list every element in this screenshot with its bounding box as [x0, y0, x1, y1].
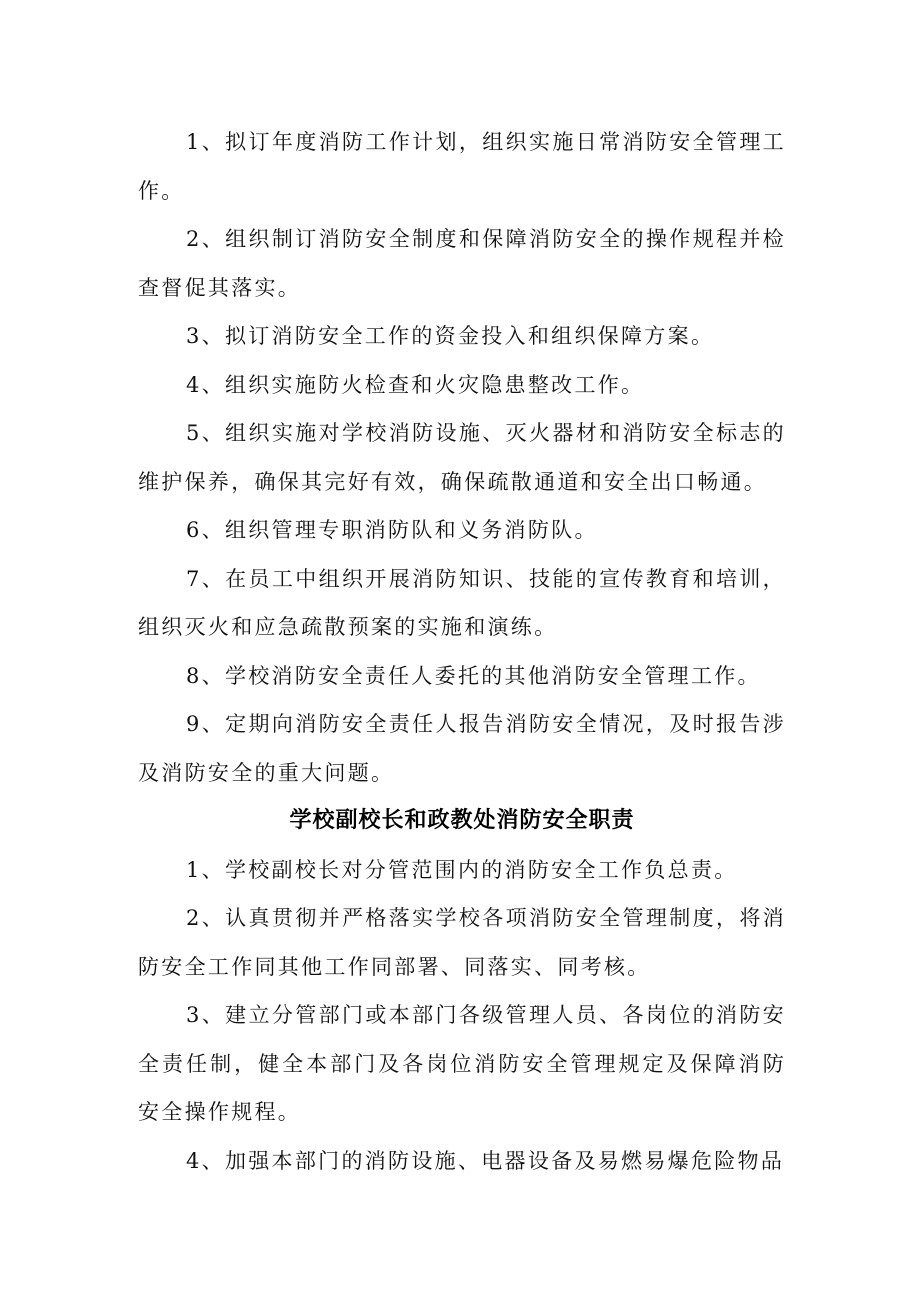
document-body — [138, 118, 786, 1185]
section2-item-2: 2、认真贯彻并严格落实学校各项消防安全管理制度，将消防安全工作同其他工作同部署、同落实、同考核。 — [138, 906, 786, 979]
section1-item-1: 1、拟订年度消防工作计划，组织实施日常消防安全管理工作。 — [138, 130, 786, 203]
section2-item-1: 1、学校副校长对分管范围内的消防安全工作负总责。 — [186, 857, 738, 882]
section1-item-9: 9、定期向消防安全责任人报告消防安全情况，及时报告涉及消防安全的重大问题。 — [138, 712, 786, 785]
section1-item-6: 6、组织管理专职消防队和义务消防队。 — [186, 518, 598, 542]
section1-item-7: 7、在员工中组织开展消防知识、技能的宣传教育和培训，组织灭火和应急疏散预案的实施和演练。 — [138, 566, 786, 639]
section2-heading: 学校副校长和政教处消防安全职责 — [289, 808, 635, 833]
section1-item-3: 3、拟订消防安全工作的资金投入和组织保障方案。 — [186, 324, 715, 348]
section1-item-2: 2、组织制订消防安全制度和保障消防安全的操作规程并检查督促其落实。 — [138, 227, 786, 300]
section1-item-4: 4、组织实施防火检查和火灾隐患整改工作。 — [186, 372, 645, 397]
section2-item-4: 4、加强本部门的消防设施、电器设备及易燃易爆危险物品 — [186, 1148, 785, 1173]
section1-item-8: 8、学校消防安全责任人委托的其他消防安全管理工作。 — [186, 663, 761, 688]
section2-item-3: 3、建立分管部门或本部门各级管理人员、各岗位的消防安全责任制，健全本部门及各岗位消防安全管理规定及保障消防安全操作规程。 — [138, 1003, 786, 1124]
section1-item-5: 5、组织实施对学校消防设施、灭火器材和消防安全标志的维护保养，确保其完好有效，确保疏散通道和安全出口畅通。 — [138, 421, 786, 494]
